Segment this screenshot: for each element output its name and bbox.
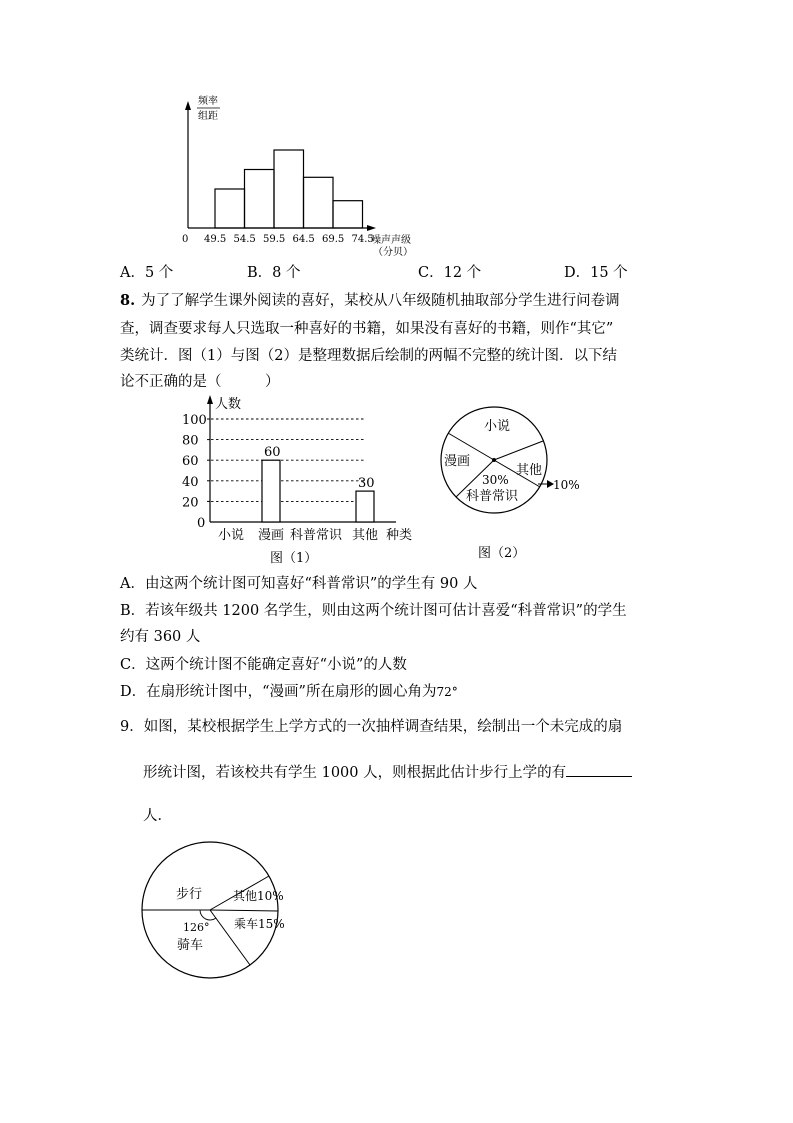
bar-data-label-1: 60 — [264, 445, 281, 461]
pie3-label-bus: 乘车15% — [234, 917, 285, 931]
bar-xlabel: 种类 — [386, 528, 413, 543]
hist-tick-2: 59.5 — [263, 234, 286, 245]
q8-line-3: 类统计．图（1）与图（2）是整理数据后绘制的两幅不完整的统计图．以下结 — [120, 348, 617, 364]
q7-option-a: A．5 个 — [120, 265, 174, 281]
q8-line-1-text: 为了了解学生课外阅读的喜好，某校从八年级随机抽取部分学生进行问卷调 — [141, 293, 620, 309]
q8-option-d-text: D．在扇形统计图中，“漫画”所在扇形的圆心角为 — [120, 684, 437, 700]
hist-tick-0: 49.5 — [204, 234, 227, 245]
q8-option-b-cont: 约有 360 人 — [120, 629, 201, 645]
hist-origin: 0 — [182, 234, 189, 245]
pie2-label-science-pct: 30% — [482, 473, 509, 487]
q8-number: 8. — [120, 292, 136, 309]
pie3-label-ride: 骑车 — [177, 938, 204, 953]
q7-option-c: C．12 个 — [418, 265, 482, 281]
q9-line-3: 人． — [143, 808, 172, 824]
pie3-label-walk: 步行 — [176, 887, 203, 902]
bar-ytick-3: 40 — [182, 474, 199, 490]
hist-ylabel-2: 组距 — [198, 111, 218, 122]
q7-option-d: D．15 个 — [564, 265, 628, 281]
pie2-caption: 图（2） — [478, 546, 526, 561]
pie3-divider-other-bus — [210, 910, 278, 911]
q8-line-4: 论不正确的是（ ） — [120, 374, 280, 390]
q8-option-b: B．若该年级共 1200 名学生，则由这两个统计图可估计喜爱“科普常识”的学生 — [120, 603, 627, 619]
pie2-label-science: 科普常识 — [466, 489, 519, 504]
q8-option-a: A．由这两个统计图可知喜好“科普常识”的学生有 90 人 — [120, 576, 478, 592]
bar-origin: 0 — [197, 516, 206, 531]
bar-category-1: 漫画 — [258, 528, 285, 543]
q9-line-1: 9．如图，某校根据学生上学方式的一次抽样调查结果，绘制出一个未完成的扇 — [120, 719, 623, 735]
pie3-label-angle: 126° — [183, 921, 210, 934]
q8-option-d-angle: 72° — [436, 685, 458, 699]
pie2-label-other: 其他 — [516, 463, 543, 478]
q9-line-2-text: 形统计图，若该校共有学生 1000 人，则根据此估计步行上学的有 — [143, 765, 567, 781]
hist-tick-1: 54.5 — [233, 234, 256, 245]
q8-line-2: 查，调查要求每人只选取一种喜好的书籍，如果没有喜好的书籍，则作“其它” — [120, 321, 614, 337]
pie2-label-comic: 漫画 — [444, 454, 471, 469]
hist-xlabel-2: （分贝） — [373, 247, 413, 258]
bar-ytick-2: 60 — [182, 454, 199, 470]
bar-ylabel: 人数 — [215, 397, 242, 412]
bar-ytick-1: 80 — [182, 433, 199, 449]
bar-category-2: 科普常识 — [290, 528, 343, 543]
bar-category-3: 其他 — [352, 528, 379, 543]
bar-ytick-4: 20 — [182, 495, 199, 511]
hist-tick-5: 74.5 — [351, 234, 374, 245]
hist-tick-4: 69.5 — [322, 234, 345, 245]
bar-category-0: 小说 — [218, 528, 245, 543]
pie2-label-other-pct: 10% — [553, 478, 580, 492]
bar-caption: 图（1） — [270, 551, 318, 566]
pie2-label-novel: 小说 — [484, 419, 511, 434]
bar-data-label-3: 30 — [358, 476, 375, 492]
bar-ytick-0: 100 — [182, 413, 207, 428]
hist-xlabel-1: 噪声声级 — [371, 235, 411, 246]
hist-ylabel-1: 频率 — [198, 96, 218, 107]
hist-tick-3: 64.5 — [292, 234, 315, 245]
pie3-label-other: 其他10% — [233, 889, 284, 903]
q8-option-c: C．这两个统计图不能确定喜好“小说”的人数 — [120, 657, 407, 673]
q7-option-b: B．8 个 — [247, 265, 301, 281]
